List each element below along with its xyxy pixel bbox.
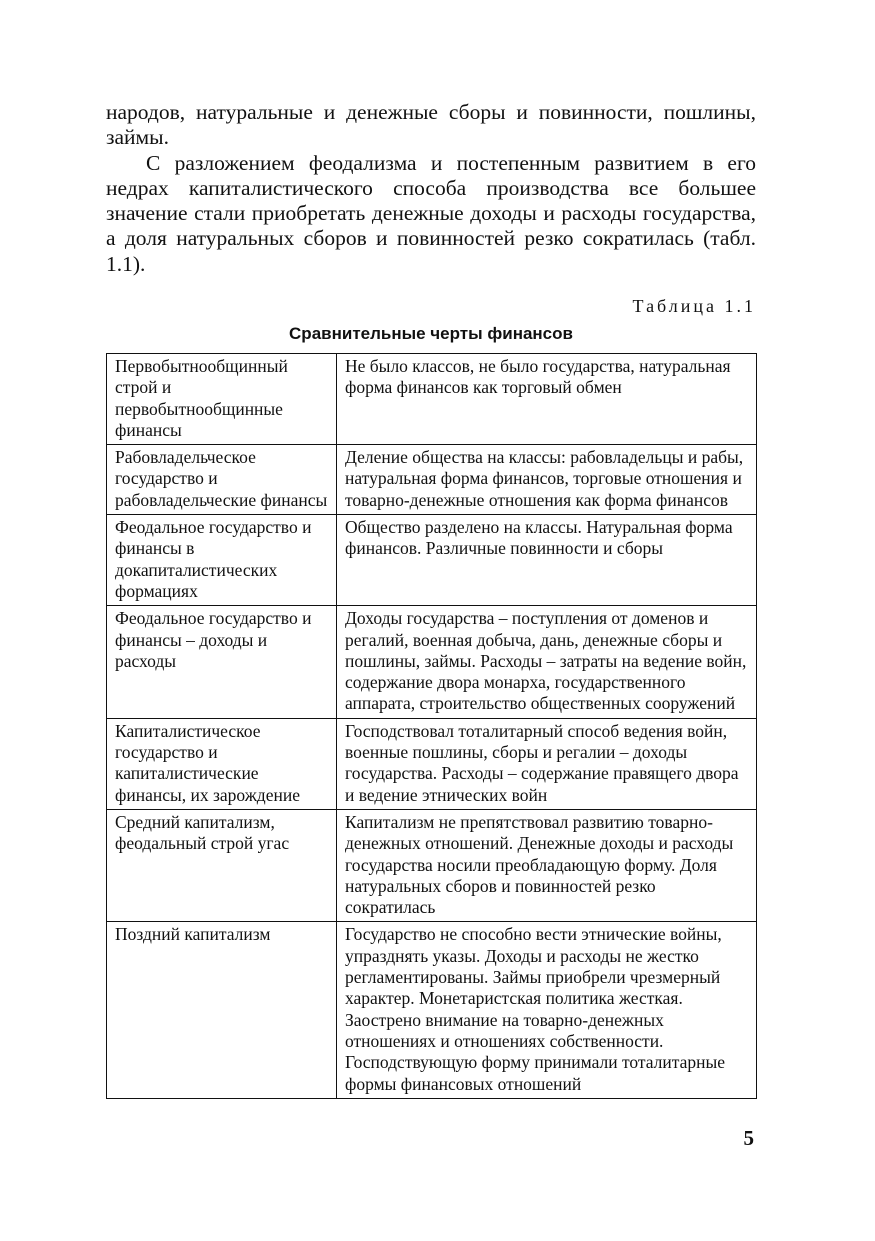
table-row: [107, 718, 757, 809]
period-cell: Средний капитализм, феодальный строй угас: [107, 809, 337, 921]
description-cell: Общество разделено на классы. Натуральная форма финансов. Различные повинности и сборы: [337, 515, 757, 606]
finance-comparison-table: [106, 353, 757, 1099]
body-text: [106, 100, 756, 277]
table-row: [107, 606, 757, 718]
table-row: [107, 922, 757, 1098]
description-cell: Не было классов, не было государства, натуральная форма финансов как торговый обмен: [337, 354, 757, 445]
paragraph-feudalism: С разложением феодализма и постепенным развитием в его недрах капиталистического способа производства все большее значение стали приобретать денежные доходы и расходы государства, а доля натуральных сборов и повинностей резко сократилась (табл. 1.1).: [106, 150, 756, 276]
description-cell: Капитализм не препятствовал развитию товарно-денежных отношений. Денежные доходы и расходы государства носили преобладающую форму. Доля натуральных сборов и повинностей резко сократилась: [337, 809, 757, 921]
table-row: [107, 515, 757, 606]
table-row: [107, 809, 757, 921]
page-number: 5: [743, 1126, 754, 1150]
period-cell: Поздний капитализм: [107, 922, 337, 1098]
table-number: Таблица 1.1: [632, 296, 756, 316]
table-row: [107, 445, 757, 515]
table-row: [107, 354, 757, 445]
period-cell: Капиталистическое государство и капиталистические финансы, их зарождение: [107, 718, 337, 809]
description-cell: Доходы государства – поступления от доменов и регалий, военная добыча, дань, денежные сборы и пошлины, займы. Расходы – затраты на ведение войн, содержание двора монарха, государственного аппарата, строительство общественных сооружений: [337, 606, 757, 718]
table-title: Сравнительные черты финансов: [289, 324, 573, 343]
period-cell: Рабовладельческое государство и рабовладельческие финансы: [107, 445, 337, 515]
paragraph-continuation: народов, натуральные и денежные сборы и повинности, пошлины, займы.: [106, 100, 756, 150]
period-cell: Феодальное государство и финансы – доходы и расходы: [107, 606, 337, 718]
description-cell: Государство не способно вести этнические войны, упразднять указы. Доходы и расходы не жестко регламентированы. Займы приобрели чрезмерный характер. Монетаристская политика жесткая. Заострено внимание на товарно-денежных отношениях и отношениях собственности. Господствующую форму принимали тоталитарные формы финансовых отношений: [337, 922, 757, 1098]
description-cell: Господствовал тоталитарный способ ведения войн, военные пошлины, сборы и регалии – доходы государства. Расходы – содержание правящего двора и ведение этнических войн: [337, 718, 757, 809]
description-cell: Деление общества на классы: рабовладельцы и рабы, натуральная форма финансов, торговые отношения и товарно-денежные отношения как форма финансов: [337, 445, 757, 515]
period-cell: Феодальное государство и финансы в докапиталистических формациях: [107, 515, 337, 606]
period-cell: Первобытнообщинный строй и первобытнообщинные финансы: [107, 354, 337, 445]
